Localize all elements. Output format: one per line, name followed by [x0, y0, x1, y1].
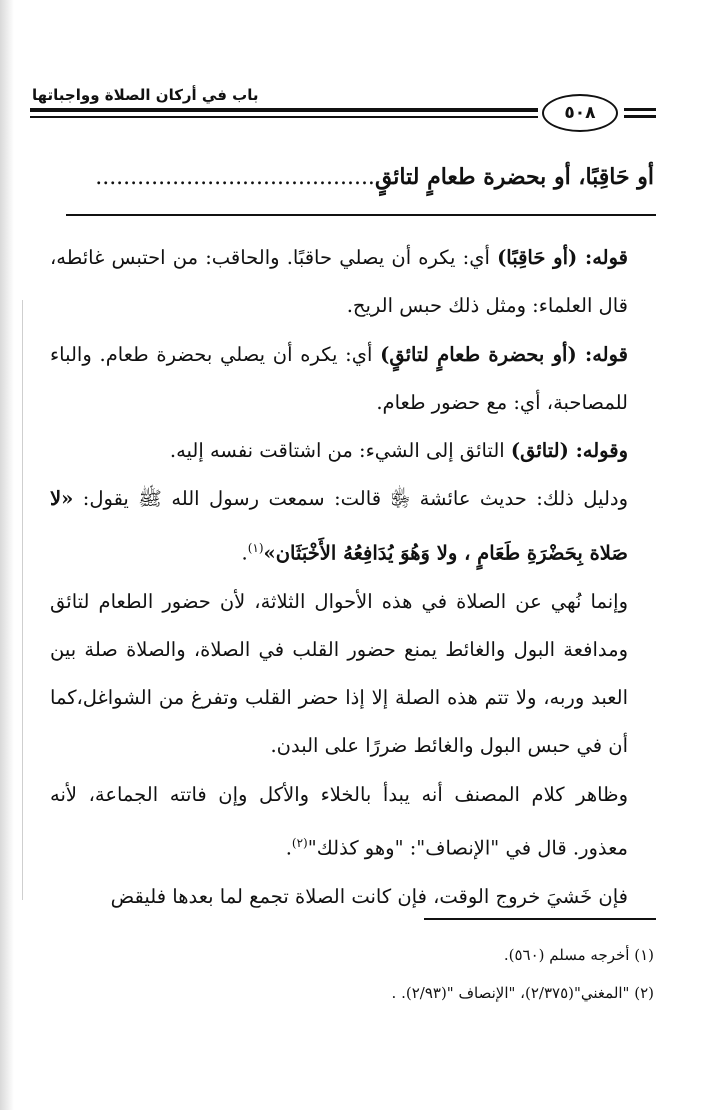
paragraph-text: وإنما نُهي عن الصلاة في هذه الأحوال الثلاثة، لأن حضور الطعام لتائق ومدافعة البول والغائط يمنع حضور القلب في الصلاة، والصلاة صلة بين العبد وربه، ولا تتم هذه الصلة إلا إذا حضر القلب وتفرغ من الشواغل،كما أن في حبس البول والغائط ضررًا على البدن.	[50, 589, 628, 758]
paragraph	[50, 578, 654, 771]
paragraph-text: فإن خَشيَ خروج الوقت، فإن كانت الصلاة تجمع لما بعدها فليقض	[110, 884, 628, 908]
footnote-1: (١) أخرجه مسلم (٥٦٠).	[503, 946, 654, 964]
paragraph-text: التائق إلى الشيء: من اشتاقت نفسه إليه.	[169, 439, 511, 463]
paragraph-text: أي: يكره أن يصلي بحضرة طعام. والباء للمصاحبة، أي: مع حضور طعام.	[50, 342, 628, 414]
paragraph-end: .	[241, 541, 248, 565]
commentary-body	[50, 234, 654, 921]
footnote-rule	[424, 918, 656, 920]
footnotes	[50, 936, 654, 1012]
header-rule-thick	[30, 108, 538, 112]
paragraph-text: أي: يكره أن يصلي حاقبًا. والحاقب: من احتبس غائطه، قال العلماء: ومثل ذلك حبس الريح.	[50, 246, 628, 318]
paragraph-lead: قوله: (أو بحضرة طعامٍ لتائقٍ)	[380, 342, 628, 366]
page-number: ٥٠٨	[542, 94, 618, 132]
header-rule-right-2	[624, 115, 656, 118]
hadith-text: «لا صَلاة بِحَضْرَةِ طَعَامٍ ، ولا وَهُوَ يُدَافِعُهُ الأَخْبَثَان»	[50, 487, 628, 565]
paragraph-lead: قوله: (أو حَاقِبًا)	[497, 246, 628, 269]
paragraph	[50, 331, 654, 428]
header-rule-right-1	[624, 108, 656, 111]
paragraph	[50, 234, 654, 331]
footnote-2: (٢) "المغني"(٢/٣٧٥)، "الإنصاف "(٢/٩٣). .	[391, 984, 654, 1002]
paragraph-text: وظاهر كلام المصنف أنه يبدأ بالخلاء والأكل وإن فاتته الجماعة، لأنه معذور. قال في "الإنصاف": "وهو كذلك"	[50, 782, 628, 860]
paragraph-lead: وقوله: (لتائق)	[510, 439, 628, 463]
page-fold-shadow	[0, 0, 14, 1110]
footnote-ref: (١)	[247, 540, 264, 555]
matn-rule	[66, 214, 656, 216]
running-title: باب في أركان الصلاة وواجباتها	[32, 86, 259, 104]
paragraph	[50, 427, 654, 475]
paragraph	[50, 771, 654, 873]
paragraph	[50, 873, 654, 921]
paragraph	[50, 475, 654, 577]
page-spine-line	[22, 300, 23, 900]
header-rule-thin	[30, 116, 538, 118]
paragraph-text: ودليل ذلك: حديث عائشة ﵂ قالت: سمعت رسول الله ﷺ يقول:	[73, 487, 628, 511]
matn-dots: ........................................	[95, 165, 375, 190]
matn-heading	[54, 164, 654, 190]
matn-text: أو حَاقِبًا، أو بحضرة طعامٍ لتائقٍ	[374, 164, 654, 190]
paragraph-end: .	[285, 836, 292, 860]
page-header	[0, 0, 708, 140]
footnote-ref: (٢)	[291, 836, 308, 851]
